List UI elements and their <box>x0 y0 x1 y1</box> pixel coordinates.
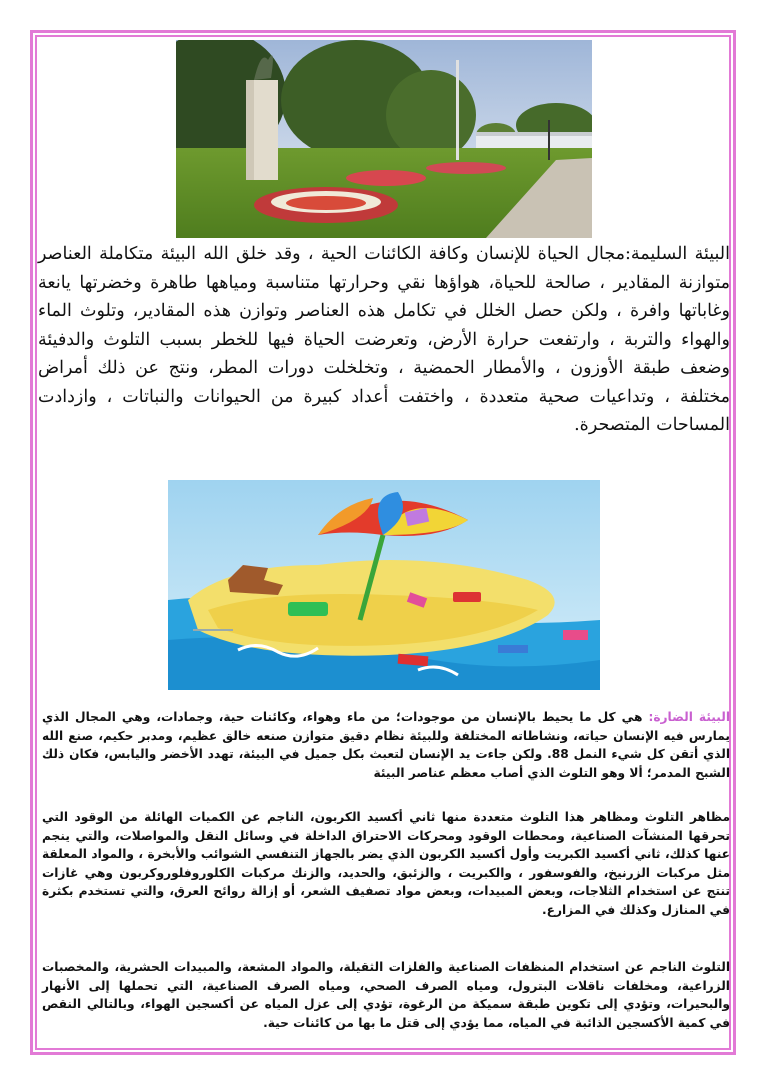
park-photo <box>176 40 592 238</box>
pollution-forms-paragraph: مظاهر التلوث ومظاهر هذا التلوث متعددة منها ثاني أكسيد الكربون، الناجم عن الكميات الهائلة من الوقود التي تحرقها المنشآت الصناعية، ومحطات الوقود ومحركات الاحتراق الداخلة في وسائل النقل والمواصلات، والتي ينجم عنها كذلك، ثاني أكسيد الكبريت وأول أكسيد الكربون الذي يضر بالجهاز التنفسي الشوائب والأبخرة ، والمواد المعلقة مثل مركبات الزرنيخ، والفوسفور ، والكبريت ، والزئبق، والحديد، والزنك مركبات الكلوروفلوروكربون وهي غازات تنتج عن استخدام الثلاجات، وبعض المبيدات، وبعض مواد تصفيف الشعر، أو إزالة روائح العرق، والتي تستخدم بكثرة في المنازل وكذلك في المزارع. <box>42 810 730 917</box>
harmful-environment-label: البيئة الضارة: <box>648 710 730 724</box>
harmful-environment-text: هي كل ما يحيط بالإنسان من موجودات؛ من ماء وهواء، وكائنات حية، وجمادات، وهي المجال الذي يمارس فيه الإنسان حياته، ونشاطاته المختلفة وللبيئة نظام دقيق متوازن صنعه خالق عظيم، ومدبر حكيم، صنع الله الذي أتقن كل شيء النمل 88. ولكن جاءت يد الإنسان لتعبث بكل جميل في البيئة، تهدد الأخضر واليابس، فكان ذلك الشبح المدمر؛ ألا وهو التلوث الذي أصاب معظم عناصر البيئة <box>42 710 730 780</box>
harmful-environment-paragraph <box>42 708 730 782</box>
healthy-environment-paragraph: البيئة السليمة:مجال الحياة للإنسان وكافة الكائنات الحية ، وقد خلق الله البيئة متكاملة العناصر متوازنة المقادير ، صالحة للحياة، هواؤها نقي وحرارتها متناسبة ومياهها طاهرة وخضرتها يانعة وغاباتها وافرة ، ولكن حصل الخلل في تكامل هذه العناصر وتوازن هذه المقادير، وتلوث الماء والهواء والتربة ، وارتفعت حرارة الأرض، وتعرضت الحياة فيها للخطر بسبب التلوث والدفيئة وضعف طبقة الأوزون ، والأمطار الحمضية ، وتخلخلت دورات المطر، ونتج عن ذلك أمراض مختلفة ، وتداعيات صحية متعددة ، واختفت أعداد كبيرة من الحيوانات والنباتات ، وازدادت المساحات المتصحرة. <box>38 244 730 435</box>
polluted-beach-illustration <box>168 480 600 690</box>
industrial-pollution-paragraph: التلوث الناجم عن استخدام المنظفات الصناعية والفلزات الثقيلة، والمواد المشعة، والمبيدات الحشرية، والمخصبات الزراعية، ومخلفات ناقلات البترول، ومياه الصرف الصحي، ومياه الصرف الصناعية، التي تحملها إلى الأنهار والبحيرات، وتؤدي إلى تكوين طبقة سميكة من الرغوة، تؤدي إلى عزل المياه عن أكسجين الهواء، وبالتالي النقص في كمية الأكسجين الذائبة في المياه، مما يؤدي إلى قتل ما بها من كائنات حية. <box>42 960 730 1030</box>
